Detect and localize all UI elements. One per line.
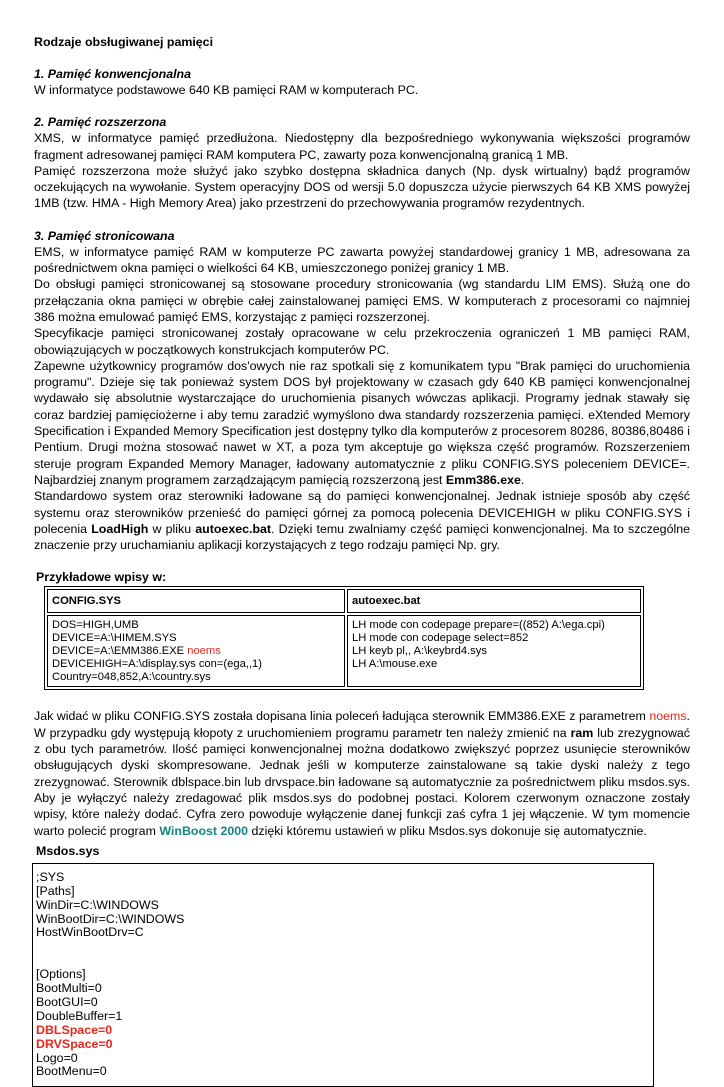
noems-highlight: noems	[187, 645, 221, 658]
paragraph-text: Jak widać w pliku CONFIG.SYS została dopisana linia poleceń ładująca sterownik EMM386.EXE z parametrem	[34, 709, 650, 724]
code-line: WinBootDir=C:\WINDOWS	[36, 911, 185, 926]
table-row	[47, 613, 641, 687]
section-2-paragraph: XMS, w informatyce pamięć przedłużona. Niedostępny dla bezpośredniego wykonywania większości programów fragment adresowanej pamięci RAM komputera PC, zawarty poza konwencjonalną granicą 1 MB.	[34, 131, 690, 162]
code-line: LH mode con codepage prepare=((852) A:\ega.cpi)	[352, 619, 605, 632]
code-line: [Paths]	[36, 883, 75, 898]
paragraph-text: lub zrezygnować z obu tych parametrów. Ilość pamięci konwencjonalnej można dodatkowo zwiększyć poprzez usunięcie sterowników obsługujących dyski skompresowane. Jednak jeśli w komputerze zainstalowane są takie dyski należy z tego zrezygnować. Sterownik dblspace.bin lub drvspace.bin ładowane są automatycznie za pośrednictwem pliku msdos.sys. Aby je wyłączyć należy zredagować plik msdos.sys do podobnej postaci. Kolorem czerwonym oznaczone zostały wpisy, które należy dodać. Cyfra zero powoduje wyłączenie danej funkcji zaś cyfra 1 jej włączenie. W tym momencie warto polecić program	[34, 725, 690, 838]
paragraph-text: Standardowo system oraz sterowniki ładowane są do pamięci konwencjonalnej. Jednak istnieje sposób aby część systemu oraz sterowników przenieść do pamięci górnej za pomocą polecenia DEVICEHIGH w pliku CONFIG.SYS i polecenia	[34, 489, 690, 536]
closing-paragraph	[34, 708, 690, 838]
paragraph-text: . Dzięki temu zwalniamy część pamięci konwencjonalnej. Ma to szczególne znaczenie przy uruchamianiu aplikacji korzystających z tego rodzaju pamięci Np. gry.	[34, 521, 690, 553]
msdos-code-box	[32, 863, 654, 1087]
code-line: Country=048,852,A:\country.sys	[52, 670, 211, 683]
code-line: LH mode con codepage select=852	[352, 632, 529, 645]
paragraph-text: w pliku	[148, 521, 196, 536]
section-3-heading: 3. Pamięć stronicowana	[34, 228, 175, 243]
section-3-paragraph	[34, 488, 690, 553]
loadhigh-bold: LoadHigh	[91, 521, 149, 536]
paragraph-text: Zapewne użytkownicy programów dos'owych nie raz spotkali się z komunikatem typu "Brak pamięci do uruchomienia programu". Dzieje się tak ponieważ system DOS był projektowany w czasach gdy 640 KB pamięci konwencjonalnej wydawało się absolutnie wystarczające do uruchomienia pisanych wówczas aplikacji. Programy jednak stawały się coraz bardziej pamięciożerne i aby temu zaradzić wymyślono dwa standardy rozszerzenia pamięci. eXtended Memory Specification i Expanded Memory Specification jest dostępny tylko dla komputerów z procesorem 80286, 80386,80486 i Pentium. Drugi można stosować nawet w XT, a poza tym akceptuje go większa część programów. Rozszerzeniem steruje program Expanded Memory Manager, ładowany automatycznie z pliku CONFIG.SYS poleceniem DEVICE=. Najbardziej znanym programem zarządzającym pamięcią rozszerzoną jest	[34, 358, 690, 487]
paragraph-text: .	[520, 472, 525, 487]
code-line: BootGUI=0	[36, 994, 98, 1009]
code-line: LH A:\mouse.exe	[352, 657, 438, 670]
table-header-row	[47, 589, 641, 613]
code-line: WinDir=C:\WINDOWS	[36, 897, 159, 912]
page-title: Rodzaje obsługiwanej pamięci	[34, 35, 214, 49]
code-line	[52, 645, 340, 658]
section-3-paragraph: Do obsługi pamięci stronicowanej są stosowane procedury stronicowania (wg standardu LIM EMS). Służą one do przełączania okna pamięci w obrębie całej zainstalowanej pamięci EMS. W komputerach z procesorami co najmniej 386 można emulować pamięć EMS, korzystając z pamięci rozszerzonej.	[34, 277, 690, 324]
code-line: ;SYS	[36, 869, 65, 884]
code-line: [Options]	[36, 967, 86, 982]
added-code-line: DRVSpace=0	[36, 1036, 113, 1051]
autoexec-bat-cell	[347, 615, 641, 687]
section-3-paragraph	[34, 358, 690, 488]
code-line: DEVICEHIGH=A:\display.sys con=(ega,,1)	[52, 657, 262, 670]
paragraph-text: . W przypadku gdy występują kłopoty z uruchomieniem programu parametr ten należy zmienić na	[34, 709, 690, 740]
code-line: DEVICE=A:\HIMEM.SYS	[52, 632, 177, 645]
blank-line	[36, 940, 650, 954]
examples-table	[44, 586, 644, 690]
section-2-paragraph: Pamięć rozszerzona może służyć jako szybko dostępna składnica danych (Np. dysk wirtualny) bądź programów oczekujących na wywołanie. System operacyjny DOS od wersji 5.0 dopuszcza użycie pierwszych 64 KB XMS powyżej 1MB (tzw. HMA - High Memory Area) jako przestrzeni do przechowywania programów rezydentnych.	[34, 163, 690, 211]
section-1-text: W informatyce podstawowe 640 KB pamięci RAM w komputerach PC.	[34, 83, 419, 97]
code-line: Logo=0	[36, 1050, 78, 1065]
examples-heading: Przykładowe wpisy w:	[36, 570, 167, 585]
code-line: DOS=HIGH,UMB	[52, 619, 139, 632]
document-page	[34, 34, 690, 1087]
code-line: BootMenu=0	[36, 1064, 107, 1079]
config-sys-header: CONFIG.SYS	[47, 589, 345, 613]
autoexec-bold: autoexec.bat	[195, 521, 272, 536]
msdos-heading: Msdos.sys	[36, 843, 100, 858]
section-3-paragraph: EMS, w informatyce pamięć RAM w komputerze PC zawarta powyżej standardowej granicy 1 MB, adresowana za pośrednictwem okna pamięci o wielkości 64 KB, umieszczonego poniżej granicy 1 MB.	[34, 244, 690, 276]
blank-line	[36, 954, 650, 968]
noems-highlight: noems	[649, 709, 687, 724]
added-code-line: DBLSpace=0	[36, 1022, 113, 1037]
autoexec-bat-header: autoexec.bat	[347, 589, 641, 613]
section-3-paragraph: Specyfikacje pamięci stronicowanej zostały opracowane w celu przekroczenia ograniczeń 1 MB pamięci RAM, obowiązujących w początkowych konstrukcjach komputerów PC.	[34, 326, 690, 357]
code-line: DoubleBuffer=1	[36, 1008, 123, 1023]
code-text: DEVICE=A:\EMM386.EXE	[52, 645, 188, 658]
paragraph-text: dzięki któremu ustawień w pliku Msdos.sys dokonuje się automatycznie.	[248, 823, 647, 838]
code-line: HostWinBootDrv=C	[36, 925, 144, 940]
emm386-bold: Emm386.exe	[445, 472, 521, 487]
config-sys-cell	[47, 615, 345, 687]
ram-bold: ram	[570, 725, 594, 740]
code-line: BootMulti=0	[36, 981, 102, 996]
section-1-heading: 1. Pamięć konwencjonalna	[34, 67, 192, 81]
winboost-highlight: WinBoost 2000	[159, 823, 249, 838]
section-2-heading: 2. Pamięć rozszerzona	[34, 115, 167, 130]
code-line: LH keyb pl,, A:\keybrd4.sys	[352, 645, 487, 658]
